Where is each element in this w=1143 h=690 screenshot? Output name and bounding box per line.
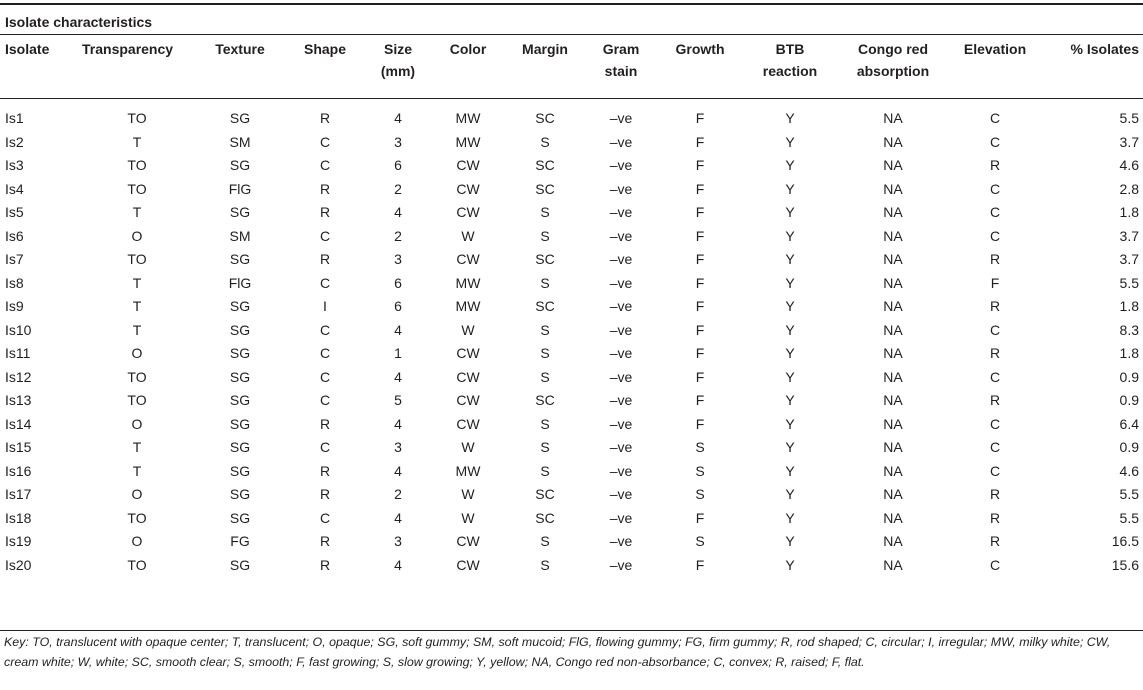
- cell-congo-red: NA: [883, 274, 903, 291]
- cell-percent-isolates: 1.8: [1119, 298, 1139, 314]
- cell-color: W: [461, 509, 475, 526]
- cell-btb-reaction: Y: [785, 227, 795, 244]
- cell-growth: F: [695, 392, 705, 408]
- cell-gram-stain: –ve: [609, 298, 633, 314]
- cell-percent-isolates: 1.8: [1119, 204, 1139, 220]
- cell-congo-red: NA: [883, 415, 903, 432]
- cell-percent-isolates: 3.7: [1119, 133, 1139, 150]
- cell-margin: S: [540, 133, 550, 150]
- cell-size: 4: [394, 321, 402, 338]
- table-row: [0, 507, 1143, 531]
- cell-size: 6: [394, 274, 402, 291]
- table-row: [0, 272, 1143, 296]
- cell-percent-isolates: 8.3: [1119, 321, 1139, 338]
- cell-congo-red: NA: [883, 368, 903, 385]
- cell-size: 5: [394, 392, 402, 408]
- cell-congo-red: NA: [883, 462, 903, 479]
- cell-transparency: TO: [127, 392, 147, 408]
- cell-size: 4: [394, 415, 402, 432]
- cell-elevation: F: [990, 274, 1000, 291]
- cell-btb-reaction: Y: [785, 533, 795, 549]
- cell-percent-isolates: 5.5: [1119, 509, 1139, 526]
- cell-texture: SG: [229, 368, 251, 385]
- caption-rule: [0, 34, 1143, 35]
- header-growth: Growth: [675, 41, 725, 57]
- cell-texture: SG: [229, 321, 251, 338]
- cell-growth: F: [695, 157, 705, 173]
- cell-texture: SG: [229, 204, 251, 220]
- cell-isolate: Is17: [5, 486, 32, 502]
- table-key-footnote: Key: TO, translucent with opaque center; T, translucent; O, opaque; SG, soft gummy; SM, soft mucoid; FlG, flowing gummy; FG, firm gummy; R, rod shaped; C, circular; I, irregular; MW, milky white; CW, cream white; W, white; SC, smooth clear; S, smooth; F, fast growing; S, slow growing; Y, yellow; NA, Congo red non-absorbance; C, convex; R, raised; F, flat.: [4, 635, 1111, 669]
- cell-texture: SG: [229, 462, 251, 479]
- table-row: [0, 342, 1143, 366]
- header-transparency: Transparency: [82, 41, 174, 57]
- cell-margin: S: [540, 533, 550, 549]
- cell-gram-stain: –ve: [609, 345, 633, 361]
- cell-percent-isolates: 1.8: [1119, 345, 1139, 361]
- cell-growth: F: [695, 227, 705, 244]
- cell-isolate: Is1: [5, 110, 24, 126]
- cell-btb-reaction: Y: [785, 345, 795, 361]
- cell-transparency: O: [131, 415, 143, 432]
- cell-btb-reaction: Y: [785, 110, 795, 126]
- cell-isolate: Is15: [5, 439, 32, 455]
- cell-margin: SC: [535, 298, 555, 314]
- cell-percent-isolates: 0.9: [1119, 439, 1139, 455]
- header-rule: [0, 98, 1143, 99]
- header-isolate: Isolate: [5, 41, 50, 57]
- cell-btb-reaction: Y: [785, 415, 795, 432]
- cell-transparency: T: [132, 133, 142, 150]
- cell-percent-isolates: 3.7: [1119, 251, 1139, 267]
- cell-growth: S: [695, 439, 705, 455]
- cell-color: CW: [456, 180, 480, 197]
- cell-size: 4: [394, 110, 402, 126]
- cell-congo-red: NA: [883, 204, 903, 220]
- cell-shape: C: [319, 392, 331, 408]
- cell-size: 2: [394, 227, 402, 244]
- cell-congo-red: NA: [883, 392, 903, 408]
- cell-growth: F: [695, 133, 705, 150]
- cell-growth: F: [695, 251, 705, 267]
- cell-isolate: Is10: [5, 321, 32, 338]
- cell-growth: S: [695, 533, 705, 549]
- cell-color: CW: [456, 204, 480, 220]
- cell-size: 4: [394, 368, 402, 385]
- header-btb-reaction: BTB reaction: [762, 41, 818, 79]
- cell-isolate: Is7: [5, 251, 24, 267]
- cell-elevation: R: [989, 157, 1001, 173]
- cell-color: MW: [455, 462, 481, 479]
- cell-percent-isolates: 6.4: [1119, 415, 1139, 432]
- cell-shape: I: [323, 298, 327, 314]
- cell-shape: R: [319, 251, 331, 267]
- table-row: [0, 107, 1143, 131]
- cell-texture: SG: [229, 439, 251, 455]
- cell-isolate: Is3: [5, 157, 24, 173]
- cell-color: CW: [456, 251, 480, 267]
- cell-transparency: O: [131, 486, 143, 502]
- cell-gram-stain: –ve: [609, 462, 633, 479]
- cell-congo-red: NA: [883, 345, 903, 361]
- cell-size: 2: [394, 180, 402, 197]
- cell-elevation: R: [989, 533, 1001, 549]
- cell-texture: SG: [229, 251, 251, 267]
- bottom-rule: [0, 630, 1143, 631]
- cell-transparency: O: [131, 227, 143, 244]
- cell-gram-stain: –ve: [609, 110, 633, 126]
- cell-size: 4: [394, 204, 402, 220]
- cell-percent-isolates: 5.5: [1119, 110, 1139, 126]
- cell-congo-red: NA: [883, 486, 903, 502]
- top-rule: [0, 3, 1143, 5]
- cell-gram-stain: –ve: [609, 392, 633, 408]
- cell-margin: S: [540, 227, 550, 244]
- cell-percent-isolates: 4.6: [1119, 157, 1139, 173]
- cell-growth: F: [695, 415, 705, 432]
- cell-growth: F: [695, 321, 705, 338]
- cell-isolate: Is18: [5, 509, 32, 526]
- cell-elevation: C: [989, 439, 1001, 455]
- cell-color: W: [461, 321, 475, 338]
- cell-texture: SG: [229, 509, 251, 526]
- cell-color: MW: [455, 110, 481, 126]
- cell-shape: R: [319, 533, 331, 549]
- header-congo-red-absorption: Congo red absorption: [856, 41, 930, 79]
- cell-percent-isolates: 15.6: [1111, 556, 1139, 573]
- cell-size: 4: [394, 556, 402, 573]
- cell-growth: F: [695, 298, 705, 314]
- table-row: [0, 413, 1143, 437]
- cell-elevation: R: [989, 486, 1001, 502]
- cell-elevation: C: [989, 556, 1001, 573]
- cell-btb-reaction: Y: [785, 321, 795, 338]
- cell-margin: S: [540, 462, 550, 479]
- cell-elevation: C: [989, 321, 1001, 338]
- cell-texture: SM: [229, 227, 251, 244]
- cell-elevation: R: [989, 345, 1001, 361]
- header-size: Size (mm): [380, 41, 416, 79]
- table-row: [0, 225, 1143, 249]
- table-row: [0, 295, 1143, 319]
- cell-gram-stain: –ve: [609, 533, 633, 549]
- cell-margin: SC: [535, 251, 555, 267]
- cell-isolate: Is8: [5, 274, 24, 291]
- cell-transparency: T: [132, 274, 142, 291]
- table-row: [0, 530, 1143, 554]
- header-margin: Margin: [522, 41, 568, 57]
- table-caption: Isolate characteristics: [5, 14, 153, 30]
- cell-isolate: Is12: [5, 368, 32, 385]
- cell-elevation: C: [989, 204, 1001, 220]
- cell-transparency: TO: [127, 251, 147, 267]
- cell-gram-stain: –ve: [609, 509, 633, 526]
- cell-shape: C: [319, 227, 331, 244]
- cell-margin: SC: [535, 180, 555, 197]
- cell-isolate: Is6: [5, 227, 24, 244]
- cell-size: 4: [394, 462, 402, 479]
- cell-isolate: Is14: [5, 415, 32, 432]
- cell-texture: SG: [229, 345, 251, 361]
- cell-margin: S: [540, 556, 550, 573]
- cell-color: CW: [456, 533, 480, 549]
- cell-elevation: R: [989, 298, 1001, 314]
- cell-gram-stain: –ve: [609, 157, 633, 173]
- table-row: [0, 201, 1143, 225]
- cell-percent-isolates: 5.5: [1119, 274, 1139, 291]
- cell-congo-red: NA: [883, 533, 903, 549]
- cell-percent-isolates: 3.7: [1119, 227, 1139, 244]
- cell-texture: SG: [229, 110, 251, 126]
- cell-margin: S: [540, 204, 550, 220]
- cell-congo-red: NA: [883, 298, 903, 314]
- cell-elevation: C: [989, 415, 1001, 432]
- cell-texture: FlG: [228, 180, 252, 197]
- cell-shape: C: [319, 133, 331, 150]
- cell-gram-stain: –ve: [609, 415, 633, 432]
- cell-growth: S: [695, 486, 705, 502]
- cell-btb-reaction: Y: [785, 439, 795, 455]
- cell-transparency: T: [132, 204, 142, 220]
- cell-percent-isolates: 16.5: [1111, 533, 1139, 549]
- cell-growth: F: [695, 180, 705, 197]
- cell-isolate: Is13: [5, 392, 32, 408]
- cell-shape: R: [319, 415, 331, 432]
- cell-elevation: C: [989, 227, 1001, 244]
- cell-transparency: TO: [127, 180, 147, 197]
- cell-size: 4: [394, 509, 402, 526]
- cell-percent-isolates: 5.5: [1119, 486, 1139, 502]
- cell-texture: SG: [229, 392, 251, 408]
- cell-growth: F: [695, 509, 705, 526]
- cell-transparency: T: [132, 298, 142, 314]
- cell-elevation: C: [989, 180, 1001, 197]
- cell-btb-reaction: Y: [785, 368, 795, 385]
- cell-margin: S: [540, 415, 550, 432]
- cell-margin: S: [540, 345, 550, 361]
- cell-color: CW: [456, 157, 480, 173]
- cell-isolate: Is5: [5, 204, 24, 220]
- cell-texture: SG: [229, 298, 251, 314]
- header-percent-isolates: % Isolates: [1070, 41, 1139, 57]
- cell-gram-stain: –ve: [609, 274, 633, 291]
- cell-btb-reaction: Y: [785, 509, 795, 526]
- header-gram-stain: Gram stain: [602, 41, 640, 79]
- cell-color: CW: [456, 368, 480, 385]
- cell-btb-reaction: Y: [785, 392, 795, 408]
- cell-growth: F: [695, 556, 705, 573]
- cell-shape: R: [319, 556, 331, 573]
- cell-transparency: TO: [127, 110, 147, 126]
- table-row: [0, 554, 1143, 578]
- cell-congo-red: NA: [883, 157, 903, 173]
- cell-congo-red: NA: [883, 133, 903, 150]
- cell-elevation: R: [989, 251, 1001, 267]
- cell-texture: SG: [229, 556, 251, 573]
- cell-color: CW: [456, 392, 480, 408]
- cell-gram-stain: –ve: [609, 204, 633, 220]
- cell-congo-red: NA: [883, 110, 903, 126]
- cell-elevation: C: [989, 110, 1001, 126]
- cell-shape: C: [319, 321, 331, 338]
- cell-congo-red: NA: [883, 321, 903, 338]
- cell-gram-stain: –ve: [609, 251, 633, 267]
- cell-btb-reaction: Y: [785, 251, 795, 267]
- cell-percent-isolates: 4.6: [1119, 462, 1139, 479]
- cell-congo-red: NA: [883, 180, 903, 197]
- cell-color: CW: [456, 345, 480, 361]
- cell-color: CW: [456, 415, 480, 432]
- cell-color: W: [461, 439, 475, 455]
- cell-elevation: R: [989, 509, 1001, 526]
- cell-margin: SC: [535, 110, 555, 126]
- cell-elevation: C: [989, 133, 1001, 150]
- cell-shape: R: [319, 204, 331, 220]
- cell-elevation: C: [989, 368, 1001, 385]
- cell-size: 6: [394, 298, 402, 314]
- cell-btb-reaction: Y: [785, 556, 795, 573]
- cell-size: 3: [394, 439, 402, 455]
- cell-transparency: T: [132, 439, 142, 455]
- header-color: Color: [449, 41, 487, 57]
- cell-texture: SG: [229, 415, 251, 432]
- cell-btb-reaction: Y: [785, 133, 795, 150]
- cell-shape: C: [319, 345, 331, 361]
- cell-congo-red: NA: [883, 439, 903, 455]
- cell-growth: F: [695, 345, 705, 361]
- table-row: [0, 389, 1143, 413]
- cell-btb-reaction: Y: [785, 462, 795, 479]
- table-row: [0, 131, 1143, 155]
- cell-margin: SC: [535, 392, 555, 408]
- cell-congo-red: NA: [883, 509, 903, 526]
- cell-margin: S: [540, 274, 550, 291]
- cell-color: W: [461, 227, 475, 244]
- cell-transparency: TO: [127, 556, 147, 573]
- cell-size: 6: [394, 157, 402, 173]
- cell-color: CW: [456, 556, 480, 573]
- cell-gram-stain: –ve: [609, 556, 633, 573]
- cell-margin: S: [540, 368, 550, 385]
- cell-percent-isolates: 0.9: [1119, 392, 1139, 408]
- cell-texture: FG: [230, 533, 250, 549]
- cell-growth: F: [695, 110, 705, 126]
- cell-btb-reaction: Y: [785, 180, 795, 197]
- cell-transparency: TO: [127, 509, 147, 526]
- cell-gram-stain: –ve: [609, 133, 633, 150]
- cell-shape: R: [319, 462, 331, 479]
- cell-gram-stain: –ve: [609, 439, 633, 455]
- table-row: [0, 460, 1143, 484]
- cell-gram-stain: –ve: [609, 486, 633, 502]
- cell-percent-isolates: 2.8: [1119, 180, 1139, 197]
- cell-elevation: C: [989, 462, 1001, 479]
- cell-texture: FlG: [228, 274, 252, 291]
- table-row: [0, 248, 1143, 272]
- cell-color: MW: [455, 274, 481, 291]
- cell-margin: SC: [535, 157, 555, 173]
- cell-transparency: TO: [127, 157, 147, 173]
- cell-margin: SC: [535, 486, 555, 502]
- cell-color: MW: [455, 298, 481, 314]
- table-row: [0, 366, 1143, 390]
- cell-gram-stain: –ve: [609, 368, 633, 385]
- cell-texture: SG: [229, 486, 251, 502]
- cell-isolate: Is20: [5, 556, 32, 573]
- cell-size: 3: [394, 133, 402, 150]
- cell-texture: SM: [229, 133, 251, 150]
- cell-percent-isolates: 0.9: [1119, 368, 1139, 385]
- cell-congo-red: NA: [883, 556, 903, 573]
- table-row: [0, 178, 1143, 202]
- cell-size: 3: [394, 533, 402, 549]
- cell-transparency: O: [131, 345, 143, 361]
- cell-margin: SC: [535, 509, 555, 526]
- table-row: [0, 154, 1143, 178]
- cell-btb-reaction: Y: [785, 486, 795, 502]
- cell-gram-stain: –ve: [609, 321, 633, 338]
- header-shape: Shape: [303, 41, 346, 57]
- cell-size: 2: [394, 486, 402, 502]
- cell-isolate: Is4: [5, 180, 24, 197]
- cell-size: 1: [394, 345, 402, 361]
- cell-growth: S: [695, 462, 705, 479]
- cell-growth: F: [695, 368, 705, 385]
- cell-transparency: T: [132, 321, 142, 338]
- cell-transparency: O: [131, 533, 143, 549]
- cell-btb-reaction: Y: [785, 298, 795, 314]
- cell-congo-red: NA: [883, 251, 903, 267]
- cell-growth: F: [695, 274, 705, 291]
- cell-gram-stain: –ve: [609, 227, 633, 244]
- table-row: [0, 436, 1143, 460]
- cell-gram-stain: –ve: [609, 180, 633, 197]
- cell-shape: C: [319, 509, 331, 526]
- cell-shape: C: [319, 439, 331, 455]
- cell-shape: R: [319, 110, 331, 126]
- cell-transparency: TO: [127, 368, 147, 385]
- cell-isolate: Is2: [5, 133, 24, 150]
- cell-texture: SG: [229, 157, 251, 173]
- cell-isolate: Is16: [5, 462, 32, 479]
- cell-shape: C: [319, 157, 331, 173]
- cell-isolate: Is9: [5, 298, 24, 314]
- cell-color: W: [461, 486, 475, 502]
- cell-shape: R: [319, 486, 331, 502]
- header-texture: Texture: [215, 41, 265, 57]
- table-row: [0, 319, 1143, 343]
- cell-margin: S: [540, 321, 550, 338]
- cell-size: 3: [394, 251, 402, 267]
- cell-congo-red: NA: [883, 227, 903, 244]
- cell-shape: C: [319, 368, 331, 385]
- cell-isolate: Is11: [5, 345, 31, 361]
- cell-isolate: Is19: [5, 533, 32, 549]
- cell-btb-reaction: Y: [785, 157, 795, 173]
- cell-shape: R: [319, 180, 331, 197]
- cell-shape: C: [319, 274, 331, 291]
- cell-transparency: T: [132, 462, 142, 479]
- cell-growth: F: [695, 204, 705, 220]
- header-elevation: Elevation: [963, 41, 1027, 57]
- table-row: [0, 483, 1143, 507]
- cell-btb-reaction: Y: [785, 204, 795, 220]
- cell-elevation: R: [989, 392, 1001, 408]
- cell-btb-reaction: Y: [785, 274, 795, 291]
- cell-color: MW: [455, 133, 481, 150]
- cell-margin: S: [540, 439, 550, 455]
